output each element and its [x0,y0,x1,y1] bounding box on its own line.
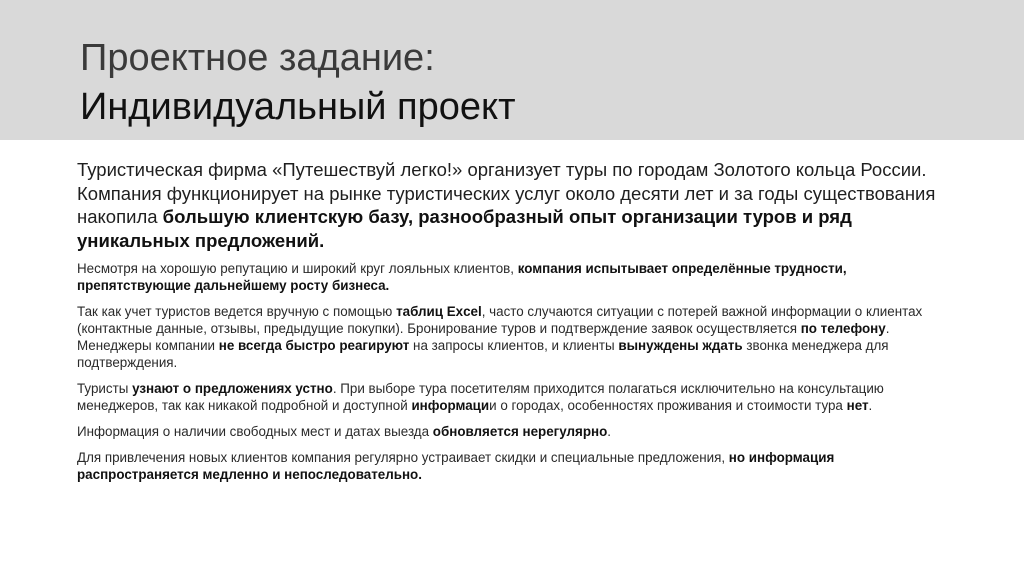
paragraph-text: Несмотря на хорошую репутацию и широкий круг лояльных клиентов, [77,261,518,276]
slide-header [0,0,1024,140]
paragraph-text: и о городах, особенностях проживания и стоимости тура [489,398,847,413]
emphasis-text: не всегда быстро реагируют [218,338,410,353]
emphasis-text: большую клиентскую базу, разнообразный опыт организации туров и ряд уникальных предложений. [77,206,852,251]
paragraph-text: . [868,398,873,413]
emphasis-text: таблиц Excel [396,304,482,319]
lead-paragraph [77,158,947,252]
paragraph-text: Информация о наличии свободных мест и датах выезда [77,424,433,439]
emphasis-text: информаци [411,398,490,413]
emphasis-text: по телефону [800,321,886,336]
slide-title-line2: Индивидуальный проект [80,86,516,128]
slide-body [77,158,947,492]
body-paragraph [77,423,947,440]
paragraph-text: на запросы клиентов, и клиенты [409,338,619,353]
slide-title-line1: Проектное задание: [80,37,435,79]
emphasis-text: обновляется нерегулярно [432,424,608,439]
emphasis-text: узнают о предложениях устно [132,381,333,396]
paragraph-text: звонка менеджера для подтверждения. [77,338,889,370]
body-paragraph [77,449,947,483]
emphasis-text: нет [846,398,869,413]
paragraph-text: . При выборе тура посетителям приходится полагаться исключительно на консультацию менеджеров, так как никакой подробной и доступной [77,381,884,413]
paragraph-text: . Менеджеры компании [77,321,890,353]
emphasis-text: вынуждены ждать [618,338,743,353]
emphasis-text: компания испытывает определённые трудности, препятствующие дальнейшему росту бизнеса. [77,261,847,293]
paragraph-text: Туристы [77,381,133,396]
paragraph-text: Туристическая фирма «Путешествуй легко!» организует туры по городам Золотого кольца России. Компания функционирует на рынке туристических услуг около десяти лет и за годы существования накопила [77,159,936,227]
paragraph-text: . [607,424,612,439]
paragraph-text: , часто случаются ситуации с потерей важной информации о клиентах (контактные данные, отзывы, предыдущие покупки). Бронирование туров и подтверждение заявок осуществляется [77,304,923,336]
body-paragraph [77,303,947,371]
body-paragraph [77,260,947,294]
emphasis-text: но информация распространяется медленно и непоследовательно. [77,450,835,482]
paragraph-text: Так как учет туристов ведется вручную с помощью [77,304,397,319]
body-paragraph [77,380,947,414]
paragraph-text: Для привлечения новых клиентов компания регулярно устраивает скидки и специальные предложения, [77,450,729,465]
